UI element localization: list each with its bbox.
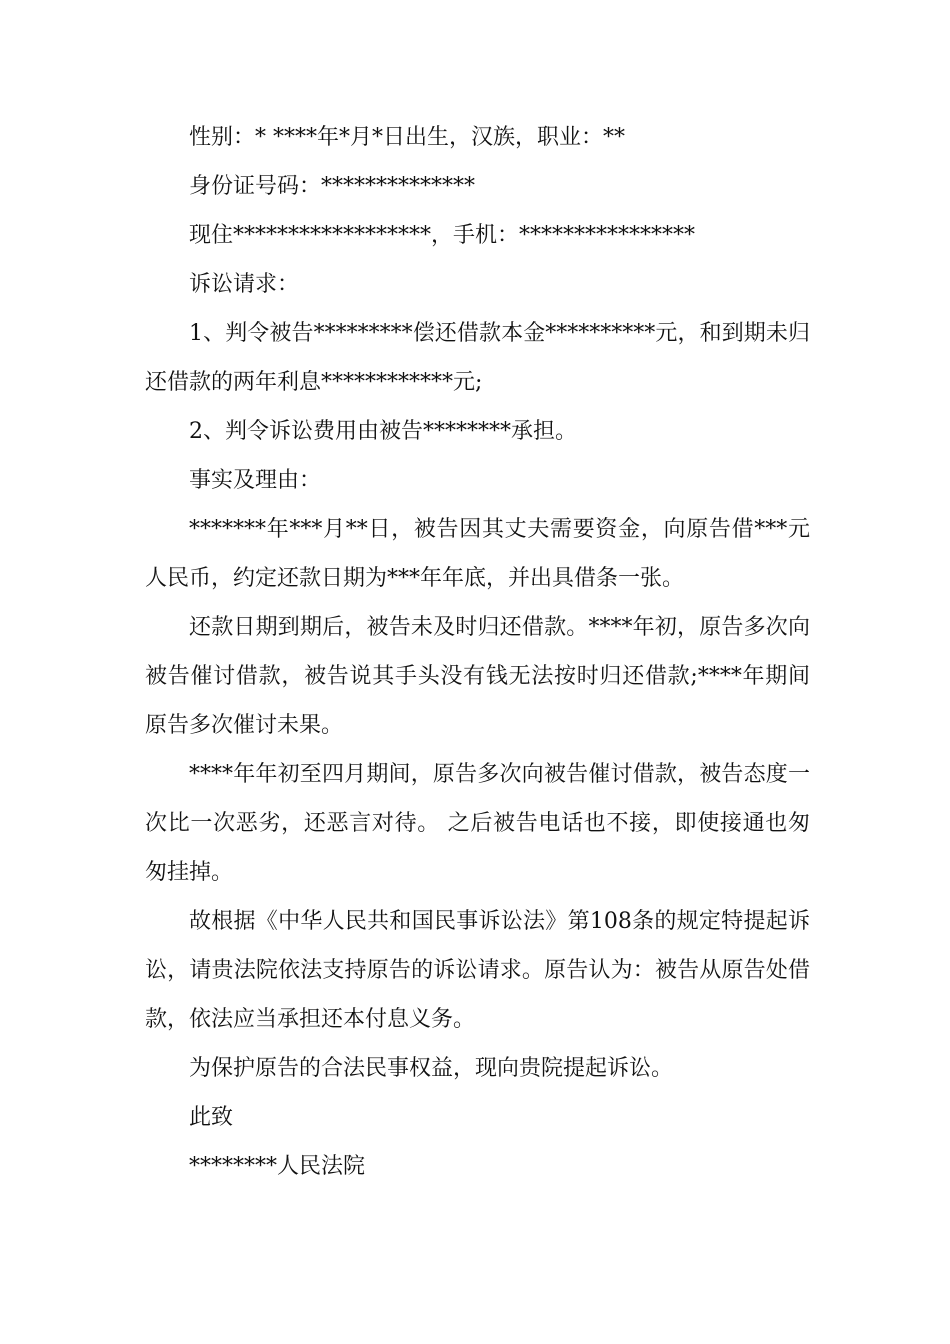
facts-paragraph-3: ****年年初至四月期间，原告多次向被告催讨借款，被告态度一次比一次恶劣，还恶言对待。 之后被告电话也不接，即使接通也匆匆挂掉。 [145, 762, 810, 885]
plaintiff-gender-birth-line: 性别：* ****年*月*日出生，汉族，职业：** [189, 125, 625, 150]
facts-heading: 事实及理由： [189, 468, 322, 493]
purpose-paragraph: 为保护原告的合法民事权益，现向贵院提起诉讼。 [189, 1056, 674, 1081]
facts-paragraph-2: 还款日期到期后，被告未及时归还借款。****年初，原告多次向被告催讨借款，被告说其手头没有钱无法按时归还借款;****年期间原告多次催讨未果。 [145, 615, 810, 738]
address-phone-line: 现住******************，手机：**************** [189, 223, 696, 248]
claims-heading: 诉讼请求： [189, 272, 300, 297]
id-number-line: 身份证号码：************** [189, 174, 476, 199]
salutation: 此致 [189, 1105, 234, 1130]
claim-item-1: 1、判令被告*********偿还借款本金**********元，和到期未归还借款的两年利息************元; [145, 321, 810, 395]
court-name: ********人民法院 [189, 1154, 366, 1179]
legal-basis-paragraph: 故根据《中华人民共和国民事诉讼法》第108条的规定特提起诉讼，请贵法院依法支持原告的诉讼请求。原告认为：被告从原告处借款，依法应当承担还本付息义务。 [145, 909, 810, 1032]
document-body [145, 113, 810, 1191]
facts-paragraph-1: *******年***月**日，被告因其丈夫需要资金，向原告借***元人民币，约定还款日期为***年年底，并出具借条一张。 [145, 517, 810, 591]
claim-item-2: 2、判令诉讼费用由被告********承担。 [189, 419, 577, 444]
